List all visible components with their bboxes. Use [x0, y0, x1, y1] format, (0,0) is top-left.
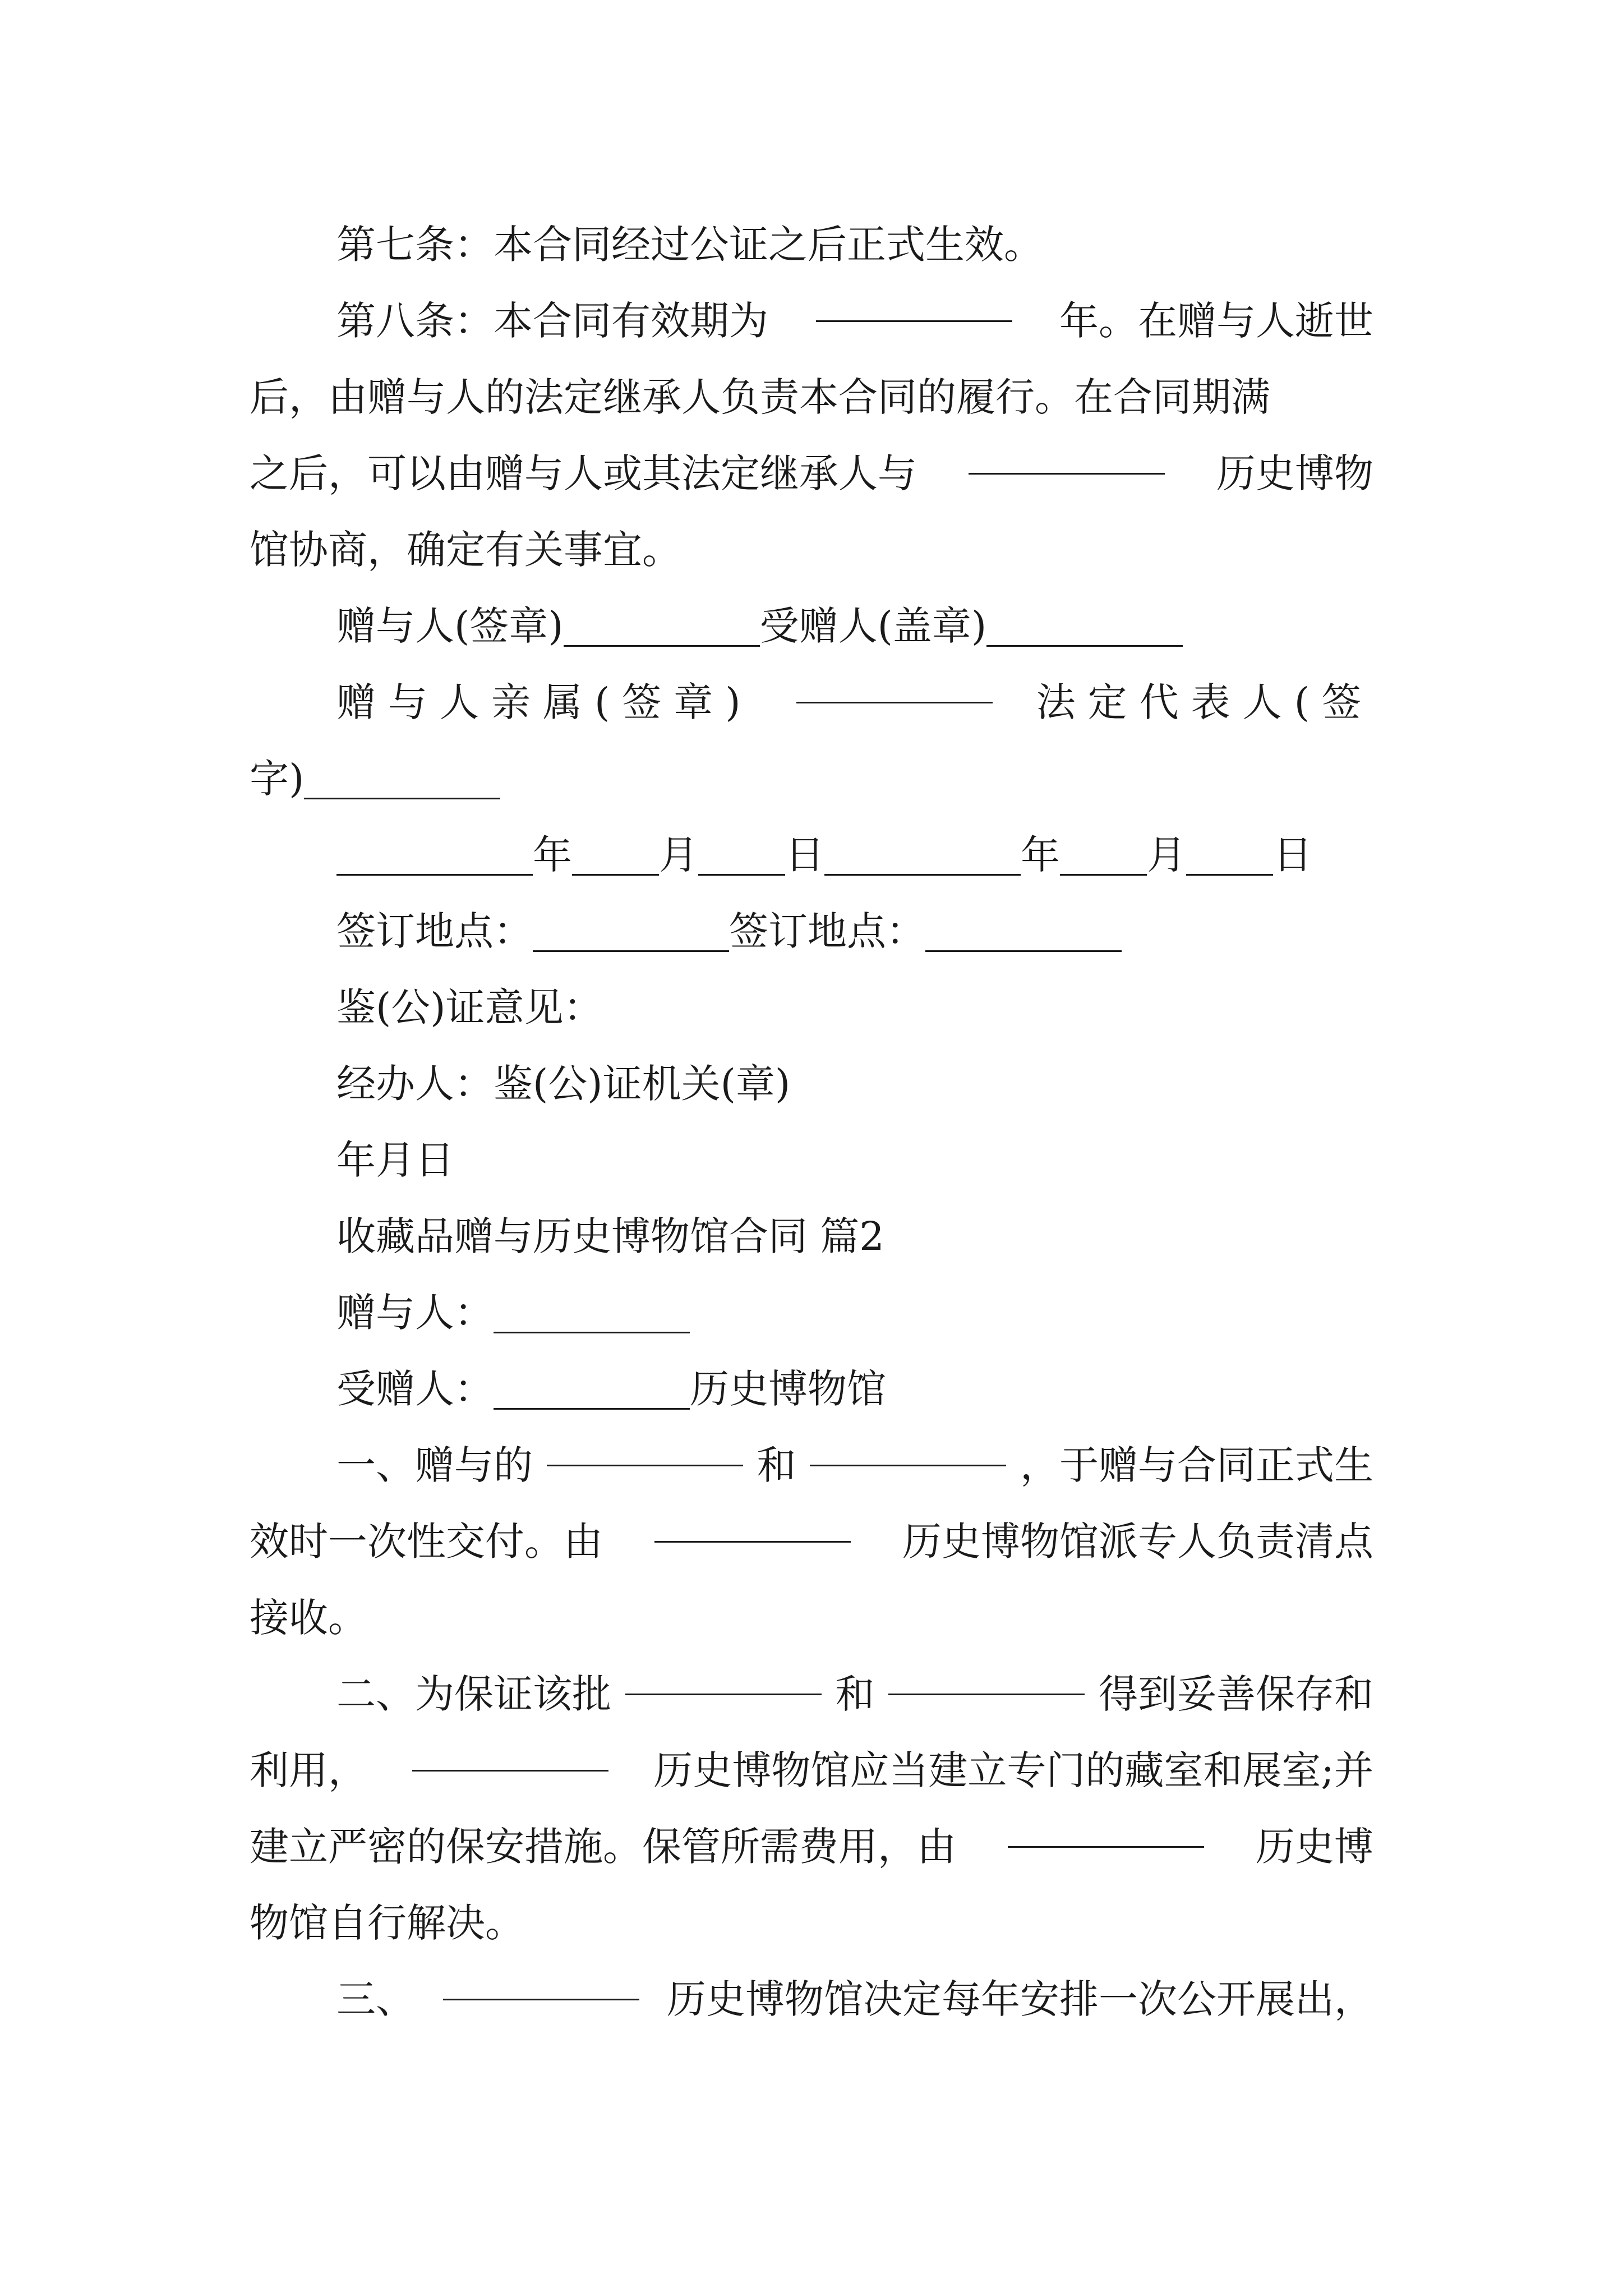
clause-1-blank-1[interactable]	[547, 1427, 743, 1466]
clause-2-blank-1[interactable]	[625, 1656, 822, 1695]
place-blank-2[interactable]	[925, 913, 1122, 952]
relative-sign-label: 赠与人亲属(签章)	[336, 679, 753, 725]
legal-rep-blank[interactable]	[304, 760, 500, 799]
date-line-label: 年月日	[336, 1137, 454, 1183]
year-label-1: 年	[533, 832, 572, 878]
article-8-text-f: 馆协商，确定有关事宜。	[250, 527, 681, 573]
recipient-seal-label: 受赠人(盖章)	[759, 603, 987, 649]
clause-2-h: 物馆自行解决。	[250, 1900, 524, 1946]
clause-2-line-3	[250, 1809, 1373, 1885]
legal-rep-label-end: 字)	[250, 756, 305, 802]
clause-2-blank-4[interactable]	[1008, 1809, 1204, 1848]
section-2-title-text: 收藏品赠与历史博物馆合同 篇2	[336, 1213, 884, 1259]
clause-2-a: 二、为保证该批	[336, 1671, 611, 1717]
notary-opinion-label: 鉴(公)证意见：	[336, 984, 603, 1030]
clause-1-blank-2[interactable]	[810, 1427, 1006, 1466]
clause-1-e: 历史博物馆派专人负责清点	[902, 1519, 1373, 1565]
month-label-1: 月	[659, 832, 698, 878]
day-label-2: 日	[1273, 832, 1312, 878]
year-blank-1[interactable]	[336, 836, 533, 876]
clause-1-line-3	[250, 1580, 1373, 1656]
signature-row-1	[336, 588, 1373, 664]
signature-row-2b	[250, 740, 1373, 817]
article-8-text-d: 之后，可以由赠与人或其法定继承人与	[250, 450, 917, 496]
clause-3-b: 历史博物馆决定每年安排一次公开展出，	[667, 1976, 1373, 2022]
clause-2-f: 建立严密的保安措施。保管所需费用，由	[250, 1824, 956, 1870]
month-blank-1[interactable]	[572, 836, 659, 876]
clause-2-blank-2[interactable]	[888, 1656, 1085, 1695]
clause-1-line-2	[250, 1503, 1373, 1580]
handler-label: 经办人：鉴(公)证机关(章)	[336, 1061, 791, 1107]
signature-row-2	[336, 664, 1373, 740]
article-8-text-c: 后，由赠与人的法定继承人负责本合同的履行。在合同期满	[250, 374, 1270, 420]
section-2-donor-blank[interactable]	[494, 1294, 690, 1333]
place-label-2: 签订地点：	[729, 908, 925, 954]
month-label-2: 月	[1147, 832, 1186, 878]
clause-1-a: 一、赠与的	[336, 1442, 533, 1488]
clause-1-line-1	[336, 1427, 1373, 1503]
clause-2-blank-3[interactable]	[412, 1732, 608, 1772]
clause-2-line-2	[250, 1732, 1373, 1809]
article-8-line-2	[250, 359, 1373, 435]
article-8-text-e: 历史博物	[1216, 450, 1373, 496]
place-row	[336, 893, 1373, 969]
article-8-text-b: 年。在赠与人逝世	[1059, 298, 1373, 344]
section-2-title	[336, 1198, 1373, 1274]
month-blank-2[interactable]	[1060, 836, 1147, 876]
clause-3-line-1	[336, 1961, 1373, 2037]
article-7-text: 第七条：本合同经过公证之后正式生效。	[336, 222, 1043, 268]
year-label-2: 年	[1021, 832, 1060, 878]
section-2-recipient-blank[interactable]	[494, 1370, 690, 1410]
donor-sign-label: 赠与人(签章)	[336, 603, 564, 649]
section-2-donor-label: 赠与人：	[336, 1290, 494, 1336]
clause-3-a: 三、	[336, 1976, 415, 2022]
year-blank-2[interactable]	[824, 836, 1021, 876]
legal-rep-label: 法定代表人(签	[1036, 679, 1373, 725]
clause-2-line-4	[250, 1885, 1373, 1961]
day-blank-2[interactable]	[1186, 836, 1273, 876]
handler-row	[336, 1046, 1373, 1122]
clause-2-line-1	[336, 1656, 1373, 1732]
day-label-1: 日	[785, 832, 824, 878]
place-label-1: 签订地点：	[336, 908, 533, 954]
clause-2-b: 和	[835, 1671, 875, 1717]
clause-2-e: 历史博物馆应当建立专门的藏室和展室;并	[653, 1747, 1373, 1793]
place-blank-1[interactable]	[533, 913, 729, 952]
recipient-seal-blank[interactable]	[986, 608, 1183, 647]
article-7	[336, 206, 1373, 283]
notary-opinion	[336, 969, 1373, 1046]
clause-3-blank-1[interactable]	[443, 1961, 639, 2000]
section-2-donor	[336, 1274, 1373, 1351]
clause-1-c: ，于赠与合同正式生	[1020, 1442, 1373, 1488]
donor-sign-blank[interactable]	[564, 608, 760, 647]
museum-name-blank[interactable]	[969, 435, 1165, 475]
validity-years-blank[interactable]	[816, 283, 1012, 322]
article-8-line-3	[250, 435, 1373, 512]
article-8-text-a: 第八条：本合同有效期为	[336, 298, 768, 344]
clause-1-blank-3[interactable]	[654, 1503, 851, 1543]
clause-1-d: 效时一次性交付。由	[250, 1519, 603, 1565]
date-row	[336, 817, 1373, 893]
clause-1-b: 和	[757, 1442, 796, 1488]
clause-2-c: 得到妥善保存和	[1099, 1671, 1373, 1717]
clause-1-f: 接收。	[250, 1595, 367, 1641]
day-blank-1[interactable]	[698, 836, 785, 876]
section-2-recipient-label: 受赠人：	[336, 1366, 494, 1412]
relative-sign-blank[interactable]	[796, 664, 993, 703]
section-2-museum: 历史博物馆	[690, 1366, 886, 1412]
clause-2-d: 利用，	[250, 1747, 367, 1793]
article-8-line-1	[336, 283, 1373, 359]
date-line	[336, 1122, 1373, 1198]
clause-2-g: 历史博	[1256, 1824, 1373, 1870]
article-8-line-4	[250, 512, 1373, 588]
section-2-recipient	[336, 1351, 1373, 1427]
